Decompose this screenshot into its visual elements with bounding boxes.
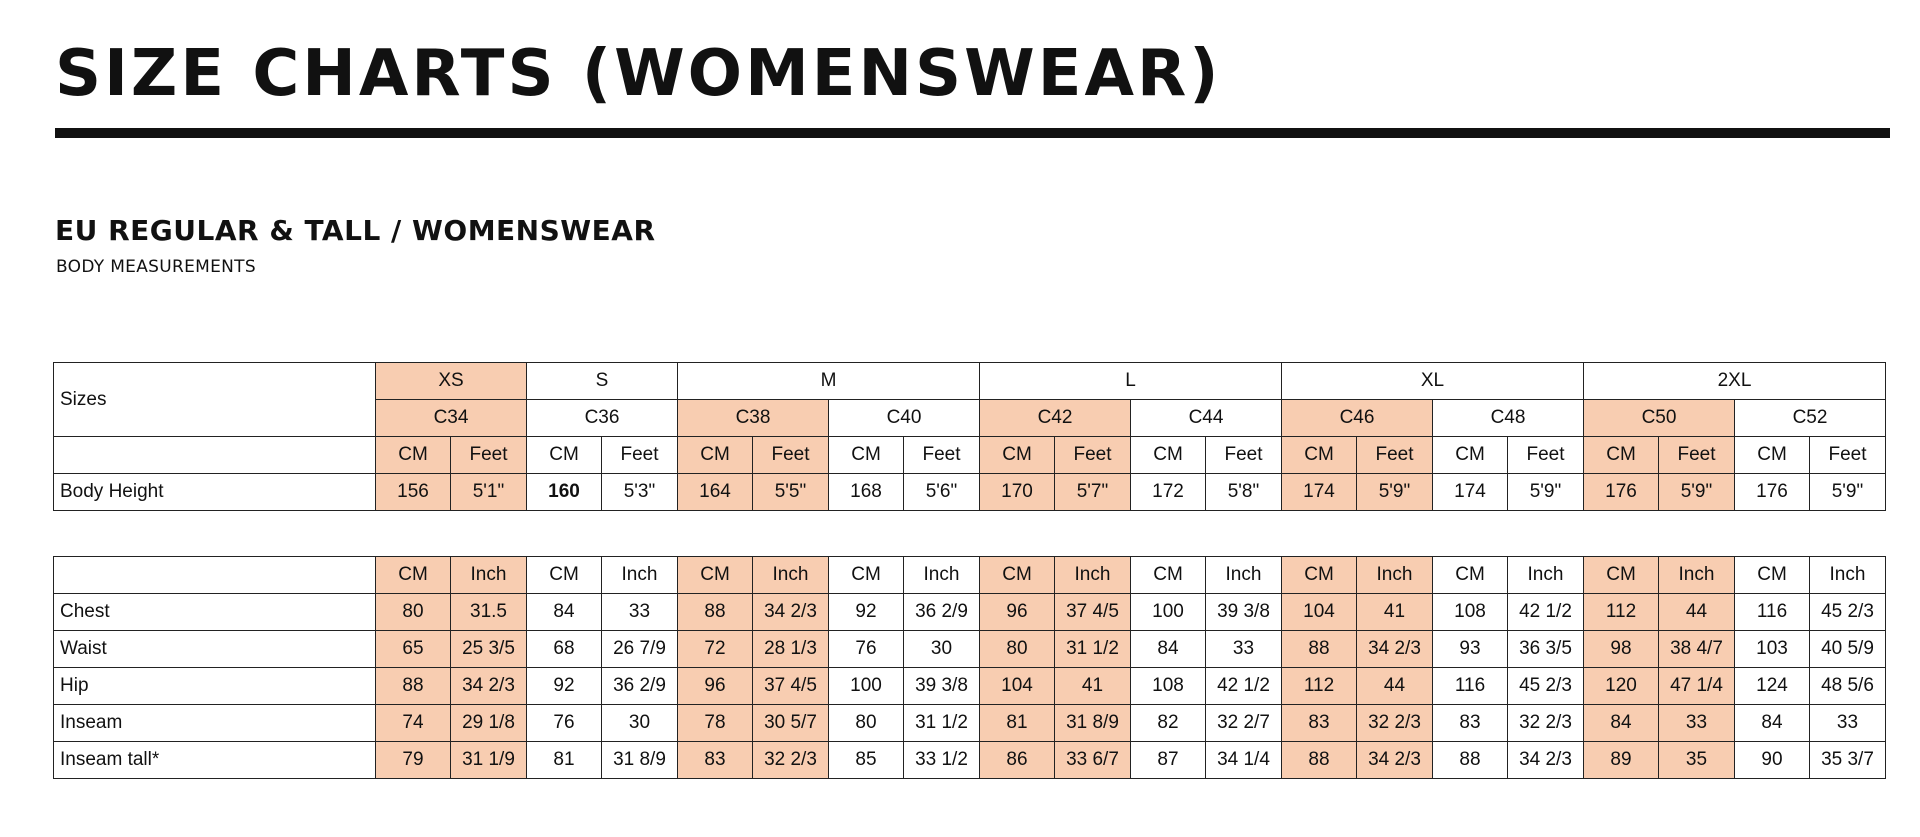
value-cell: 35 3/7 <box>1810 742 1886 779</box>
value-cell: 26 7/9 <box>602 631 678 668</box>
value-cell: 5'9" <box>1357 474 1433 511</box>
body-height-row <box>54 474 1886 511</box>
value-cell: 30 <box>602 705 678 742</box>
value-cell: 80 <box>829 705 904 742</box>
unit-header-cell: Feet <box>1508 437 1584 474</box>
value-cell: 76 <box>527 705 602 742</box>
value-cell: 92 <box>829 594 904 631</box>
size-m: M <box>678 363 980 400</box>
size-code-cell: C50 <box>1584 400 1735 437</box>
unit-header-cell: CM <box>1131 437 1206 474</box>
value-cell: 86 <box>980 742 1055 779</box>
value-cell: 98 <box>1584 631 1659 668</box>
value-cell: 36 2/9 <box>602 668 678 705</box>
row-label: Body Height <box>54 474 376 511</box>
size-code-cell: C40 <box>829 400 980 437</box>
empty-corner-cell <box>54 437 376 474</box>
unit-header-cell: Feet <box>1659 437 1735 474</box>
value-cell: 5'9" <box>1810 474 1886 511</box>
unit-header-cell: Inch <box>1810 557 1886 594</box>
value-cell: 36 2/9 <box>904 594 980 631</box>
value-cell: 100 <box>1131 594 1206 631</box>
section-title: EU REGULAR & TALL / WOMENSWEAR <box>55 214 656 247</box>
measurement-row <box>54 631 1886 668</box>
value-cell: 32 2/7 <box>1206 705 1282 742</box>
value-cell: 176 <box>1584 474 1659 511</box>
unit-header-cell: CM <box>1433 557 1508 594</box>
value-cell: 89 <box>1584 742 1659 779</box>
value-cell: 5'9" <box>1659 474 1735 511</box>
value-cell: 42 1/2 <box>1508 594 1584 631</box>
size-code-cell: C38 <box>678 400 829 437</box>
value-cell: 5'9" <box>1508 474 1584 511</box>
value-cell: 96 <box>980 594 1055 631</box>
unit-header-cell: CM <box>1584 437 1659 474</box>
value-cell: 28 1/3 <box>753 631 829 668</box>
value-cell: 34 2/3 <box>1508 742 1584 779</box>
value-cell: 25 3/5 <box>451 631 527 668</box>
value-cell: 160 <box>527 474 602 511</box>
value-cell: 90 <box>1735 742 1810 779</box>
value-cell: 47 1/4 <box>1659 668 1735 705</box>
value-cell: 81 <box>527 742 602 779</box>
size-code-cell: C46 <box>1282 400 1433 437</box>
unit-header-cell: CM <box>980 437 1055 474</box>
value-cell: 33 <box>1659 705 1735 742</box>
value-cell: 93 <box>1433 631 1508 668</box>
unit-header-cell: Feet <box>904 437 980 474</box>
value-cell: 84 <box>1735 705 1810 742</box>
value-cell: 33 <box>1206 631 1282 668</box>
size-code-cell: C44 <box>1131 400 1282 437</box>
value-cell: 76 <box>829 631 904 668</box>
measurement-row <box>54 594 1886 631</box>
value-cell: 103 <box>1735 631 1810 668</box>
value-cell: 29 1/8 <box>451 705 527 742</box>
value-cell: 84 <box>527 594 602 631</box>
row-label: Inseam <box>54 705 376 742</box>
value-cell: 96 <box>678 668 753 705</box>
size-code-cell: C42 <box>980 400 1131 437</box>
size-l: L <box>980 363 1282 400</box>
value-cell: 79 <box>376 742 451 779</box>
value-cell: 5'1" <box>451 474 527 511</box>
value-cell: 108 <box>1433 594 1508 631</box>
unit-header-cell: CM <box>527 437 602 474</box>
unit-header-cell: Feet <box>1206 437 1282 474</box>
unit-header-cell: CM <box>527 557 602 594</box>
value-cell: 34 2/3 <box>1357 742 1433 779</box>
size-code-cell: C48 <box>1433 400 1584 437</box>
size-xl: XL <box>1282 363 1584 400</box>
value-cell: 116 <box>1735 594 1810 631</box>
unit-header-cell: Inch <box>1508 557 1584 594</box>
value-cell: 174 <box>1433 474 1508 511</box>
value-cell: 112 <box>1584 594 1659 631</box>
size-code-cell: C34 <box>376 400 527 437</box>
value-cell: 33 6/7 <box>1055 742 1131 779</box>
value-cell: 39 3/8 <box>1206 594 1282 631</box>
value-cell: 32 2/3 <box>1508 705 1584 742</box>
unit-header-cell: Inch <box>1357 557 1433 594</box>
unit-header-cell: Inch <box>904 557 980 594</box>
value-cell: 42 1/2 <box>1206 668 1282 705</box>
value-cell: 31.5 <box>451 594 527 631</box>
unit-header-cell: Inch <box>451 557 527 594</box>
value-cell: 5'7" <box>1055 474 1131 511</box>
measurement-row <box>54 705 1886 742</box>
value-cell: 176 <box>1735 474 1810 511</box>
value-cell: 164 <box>678 474 753 511</box>
value-cell: 88 <box>1433 742 1508 779</box>
value-cell: 31 8/9 <box>1055 705 1131 742</box>
size-code-cell: C52 <box>1735 400 1886 437</box>
value-cell: 31 1/2 <box>904 705 980 742</box>
unit-header-cell: CM <box>376 557 451 594</box>
value-cell: 74 <box>376 705 451 742</box>
unit-header-cell: Feet <box>451 437 527 474</box>
unit-header-cell: Inch <box>753 557 829 594</box>
unit-header-cell: Feet <box>1810 437 1886 474</box>
row-label: Hip <box>54 668 376 705</box>
value-cell: 44 <box>1659 594 1735 631</box>
value-cell: 104 <box>1282 594 1357 631</box>
value-cell: 41 <box>1055 668 1131 705</box>
value-cell: 83 <box>1282 705 1357 742</box>
unit-header-cell: CM <box>1584 557 1659 594</box>
value-cell: 30 <box>904 631 980 668</box>
value-cell: 44 <box>1357 668 1433 705</box>
value-cell: 5'3" <box>602 474 678 511</box>
value-cell: 80 <box>376 594 451 631</box>
size-2xl: 2XL <box>1584 363 1886 400</box>
value-cell: 83 <box>1433 705 1508 742</box>
value-cell: 5'8" <box>1206 474 1282 511</box>
title-divider <box>55 128 1890 138</box>
sizes-label: Sizes <box>54 363 376 437</box>
value-cell: 33 <box>602 594 678 631</box>
value-cell: 40 5/9 <box>1810 631 1886 668</box>
value-cell: 34 2/3 <box>451 668 527 705</box>
value-cell: 31 1/9 <box>451 742 527 779</box>
value-cell: 87 <box>1131 742 1206 779</box>
empty-corner-cell <box>54 557 376 594</box>
value-cell: 45 2/3 <box>1508 668 1584 705</box>
value-cell: 33 <box>1810 705 1886 742</box>
value-cell: 88 <box>1282 742 1357 779</box>
value-cell: 39 3/8 <box>904 668 980 705</box>
unit-header-cell: CM <box>829 437 904 474</box>
unit-header-cell: Inch <box>602 557 678 594</box>
value-cell: 174 <box>1282 474 1357 511</box>
row-label: Chest <box>54 594 376 631</box>
value-cell: 83 <box>678 742 753 779</box>
size-group-row <box>54 363 1886 400</box>
unit-header-cell: CM <box>980 557 1055 594</box>
unit-header-cell: Feet <box>753 437 829 474</box>
value-cell: 116 <box>1433 668 1508 705</box>
value-cell: 104 <box>980 668 1055 705</box>
size-code-cell: C36 <box>527 400 678 437</box>
row-label: Inseam tall* <box>54 742 376 779</box>
value-cell: 65 <box>376 631 451 668</box>
value-cell: 92 <box>527 668 602 705</box>
value-cell: 41 <box>1357 594 1433 631</box>
unit-header-cell: CM <box>1735 437 1810 474</box>
unit-header-cell: CM <box>1735 557 1810 594</box>
unit-header-cell: CM <box>1282 437 1357 474</box>
value-cell: 30 5/7 <box>753 705 829 742</box>
value-cell: 88 <box>678 594 753 631</box>
value-cell: 34 2/3 <box>1357 631 1433 668</box>
value-cell: 33 1/2 <box>904 742 980 779</box>
value-cell: 68 <box>527 631 602 668</box>
value-cell: 172 <box>1131 474 1206 511</box>
value-cell: 45 2/3 <box>1810 594 1886 631</box>
size-xs: XS <box>376 363 527 400</box>
value-cell: 168 <box>829 474 904 511</box>
unit-header-cell: CM <box>1131 557 1206 594</box>
value-cell: 78 <box>678 705 753 742</box>
unit-header-cell: Feet <box>602 437 678 474</box>
value-cell: 35 <box>1659 742 1735 779</box>
value-cell: 100 <box>829 668 904 705</box>
size-s: S <box>527 363 678 400</box>
value-cell: 38 4/7 <box>1659 631 1735 668</box>
unit-header-row <box>54 557 1886 594</box>
unit-header-cell: CM <box>376 437 451 474</box>
value-cell: 88 <box>376 668 451 705</box>
value-cell: 124 <box>1735 668 1810 705</box>
section-subtitle: BODY MEASUREMENTS <box>56 257 256 277</box>
value-cell: 32 2/3 <box>753 742 829 779</box>
measurements-table <box>53 556 1886 779</box>
value-cell: 82 <box>1131 705 1206 742</box>
unit-header-cell: Feet <box>1055 437 1131 474</box>
value-cell: 120 <box>1584 668 1659 705</box>
value-cell: 84 <box>1131 631 1206 668</box>
body-height-table <box>53 362 1886 511</box>
measurement-row <box>54 668 1886 705</box>
value-cell: 80 <box>980 631 1055 668</box>
value-cell: 37 4/5 <box>1055 594 1131 631</box>
unit-header-cell: CM <box>1433 437 1508 474</box>
value-cell: 34 2/3 <box>753 594 829 631</box>
value-cell: 36 3/5 <box>1508 631 1584 668</box>
value-cell: 37 4/5 <box>753 668 829 705</box>
value-cell: 85 <box>829 742 904 779</box>
value-cell: 31 8/9 <box>602 742 678 779</box>
value-cell: 108 <box>1131 668 1206 705</box>
unit-header-cell: Inch <box>1055 557 1131 594</box>
unit-header-cell: CM <box>678 557 753 594</box>
value-cell: 84 <box>1584 705 1659 742</box>
value-cell: 170 <box>980 474 1055 511</box>
page-title: SIZE CHARTS (WOMENSWEAR) <box>55 37 1222 111</box>
value-cell: 5'6" <box>904 474 980 511</box>
value-cell: 32 2/3 <box>1357 705 1433 742</box>
row-label: Waist <box>54 631 376 668</box>
value-cell: 34 1/4 <box>1206 742 1282 779</box>
value-cell: 112 <box>1282 668 1357 705</box>
unit-header-row <box>54 437 1886 474</box>
unit-header-cell: CM <box>678 437 753 474</box>
value-cell: 48 5/6 <box>1810 668 1886 705</box>
measurement-row <box>54 742 1886 779</box>
unit-header-cell: CM <box>1282 557 1357 594</box>
value-cell: 88 <box>1282 631 1357 668</box>
value-cell: 5'5" <box>753 474 829 511</box>
unit-header-cell: Inch <box>1659 557 1735 594</box>
value-cell: 72 <box>678 631 753 668</box>
unit-header-cell: Inch <box>1206 557 1282 594</box>
unit-header-cell: CM <box>829 557 904 594</box>
unit-header-cell: Feet <box>1357 437 1433 474</box>
value-cell: 31 1/2 <box>1055 631 1131 668</box>
value-cell: 81 <box>980 705 1055 742</box>
value-cell: 156 <box>376 474 451 511</box>
